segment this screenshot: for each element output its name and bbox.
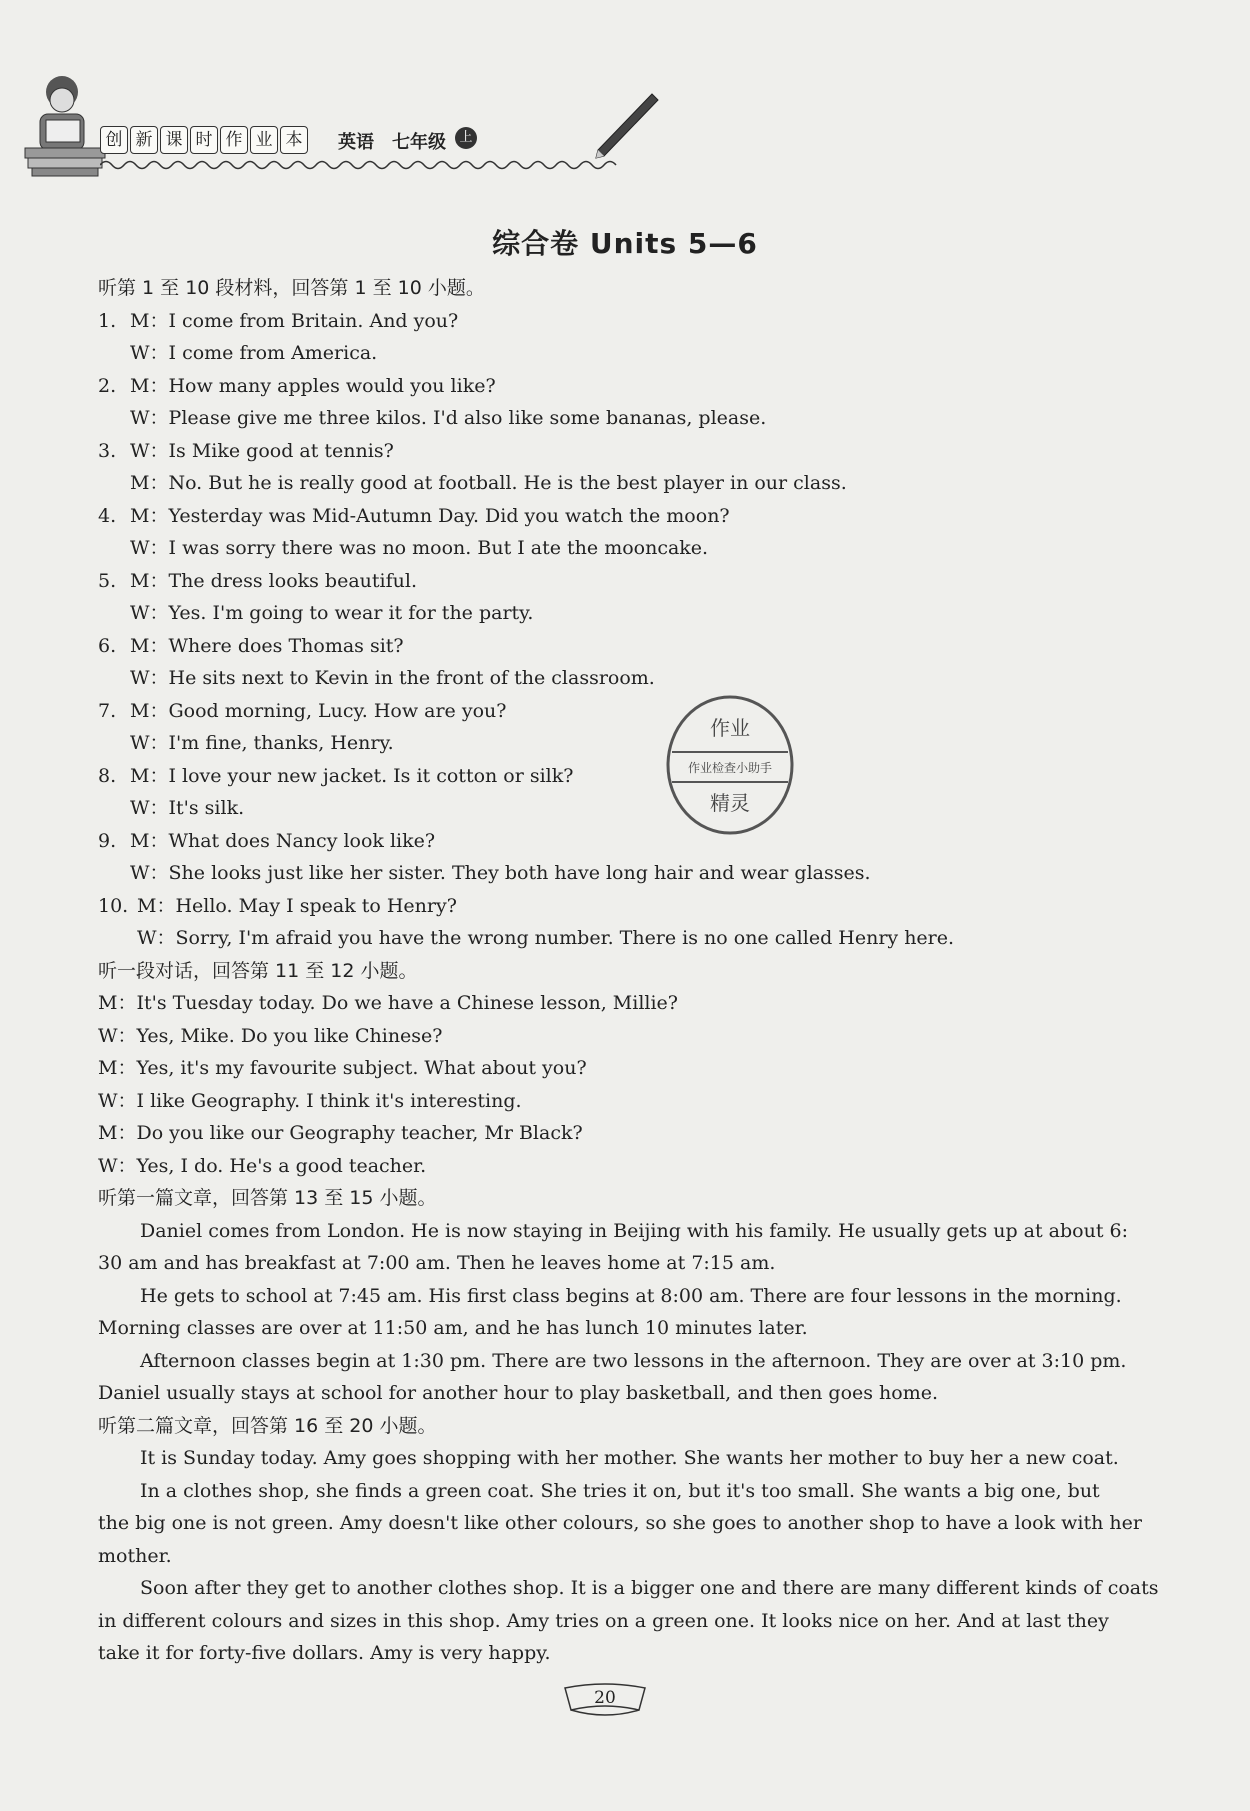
dialogue-line: W：I was sorry there was no moon. But I ate the mooncake. [130,537,709,559]
conversation-line: W：Yes, Mike. Do you like Chinese? [98,1024,443,1047]
conversation-line: W：I like Geography. I think it's interesting. [98,1089,522,1112]
dialogue-line: 6. M：Where does Thomas sit? [98,634,404,657]
section-heading: 听第二篇文章，回答第 16 至 20 小题。 [98,1414,437,1437]
svg-text:作业检查小助手: 作业检查小助手 [687,761,773,775]
passage-line: He gets to school at 7:45 am. His first class begins at 8:00 am. There are four lessons in the morning. [140,1284,1122,1307]
dialogue-line: 9. M：What does Nancy look like? [98,829,436,852]
conversation-line: M：Do you like our Geography teacher, Mr Black? [98,1122,583,1144]
brand-char: 新 [130,126,158,154]
conversation-line: W：Yes, I do. He's a good teacher. [98,1154,427,1177]
dialogue-line: W：Sorry, I'm afraid you have the wrong number. There is no one called Henry here. [137,927,955,949]
mascot-reading-girl-icon [20,70,110,180]
passage-line: the big one is not green. Amy doesn't like other colours, so she goes to another shop to have a look with her [98,1512,1142,1534]
transcript-content [98,272,1159,1670]
passage-line: Daniel usually stays at school for another hour to play basketball, and then goes home. [98,1382,939,1404]
brand-char: 课 [160,126,188,154]
dialogue-line: 7. M：Good morning, Lucy. How are you? [98,699,507,722]
dialogue-line: W：It's silk. [130,797,245,819]
pencil-icon [590,90,660,170]
dialogue-line: W：She looks just like her sister. They both have long hair and wear glasses. [130,862,871,884]
dialogue-line: 1. M：I come from Britain. And you? [98,309,459,332]
section-heading: 听第一篇文章，回答第 13 至 15 小题。 [98,1187,437,1209]
svg-text:精灵: 精灵 [710,791,750,815]
section-heading: 听一段对话，回答第 11 至 12 小题。 [98,959,418,982]
grade-label: 七年级 [392,132,446,153]
passage-line: in different colours and sizes in this shop. Amy tries on a green one. It looks nice on her. And at last they [98,1609,1109,1632]
passage-line: take it for forty-five dollars. Amy is very happy. [98,1642,551,1664]
dialogue-line: M：No. But he is really good at football. He is the best player in our class. [130,472,847,494]
passage-line: Daniel comes from London. He is now staying in Beijing with his family. He usually gets up at about 6: [140,1219,1128,1242]
dialogue-line: 8. M：I love your new jacket. Is it cotton or silk? [98,764,574,787]
dialogue-line: 10. M：Hello. May I speak to Henry? [98,894,457,917]
brand-char: 业 [250,126,278,154]
conversation-line: M：Yes, it's my favourite subject. What about you? [98,1057,587,1079]
dialogue-line: W：Yes. I'm going to wear it for the party. [130,602,534,624]
wave-divider [100,158,620,172]
volume-badge: 上 [455,127,477,149]
brand-char: 创 [100,126,128,154]
dialogue-line: 3. W：Is Mike good at tennis? [98,439,394,462]
passage-line: Morning classes are over at 11:50 am, and he has lunch 10 minutes later. [98,1317,808,1339]
dialogue-line: 4. M：Yesterday was Mid-Autumn Day. Did you watch the moon? [98,504,730,527]
passage-line: Soon after they get to another clothes shop. It is a bigger one and there are many different kinds of coats [140,1577,1159,1599]
page-footer [555,1680,655,1720]
dialogue-line: W：Please give me three kilos. I'd also like some bananas, please. [130,407,767,429]
series-brand [100,126,308,154]
brand-char: 本 [280,126,308,154]
page-title: 综合卷 Units 5—6 [492,227,758,260]
section-heading: 听第 1 至 10 段材料，回答第 1 至 10 小题。 [98,277,485,299]
conversation-line: M：It's Tuesday today. Do we have a Chinese lesson, Millie? [98,992,678,1014]
passage-line: mother. [98,1544,172,1567]
passage-line: In a clothes shop, she finds a green coat. She tries it on, but it's too small. She wants a big one, but [140,1479,1100,1502]
dialogue-line: 5. M：The dress looks beautiful. [98,569,418,592]
dialogue-line: W：I'm fine, thanks, Henry. [130,732,394,754]
dialogue-line: W：He sits next to Kevin in the front of the classroom. [130,667,655,689]
homework-checker-stamp [660,690,800,840]
page-number: 20 [594,1688,616,1708]
svg-text:作业: 作业 [710,716,750,740]
brand-char: 作 [220,126,248,154]
passage-line: Afternoon classes begin at 1:30 pm. There are two lessons in the afternoon. They are over at 3:10 pm. [140,1349,1127,1372]
page-header [20,70,660,190]
brand-char: 时 [190,126,218,154]
dialogue-line: 2. M：How many apples would you like? [98,374,496,397]
subject-label: 英语 [338,132,374,153]
dialogue-line: W：I come from America. [130,342,378,364]
passage-line: It is Sunday today. Amy goes shopping with her mother. She wants her mother to buy her a new coat. [140,1447,1119,1469]
passage-line: 30 am and has breakfast at 7:00 am. Then he leaves home at 7:15 am. [98,1252,776,1274]
